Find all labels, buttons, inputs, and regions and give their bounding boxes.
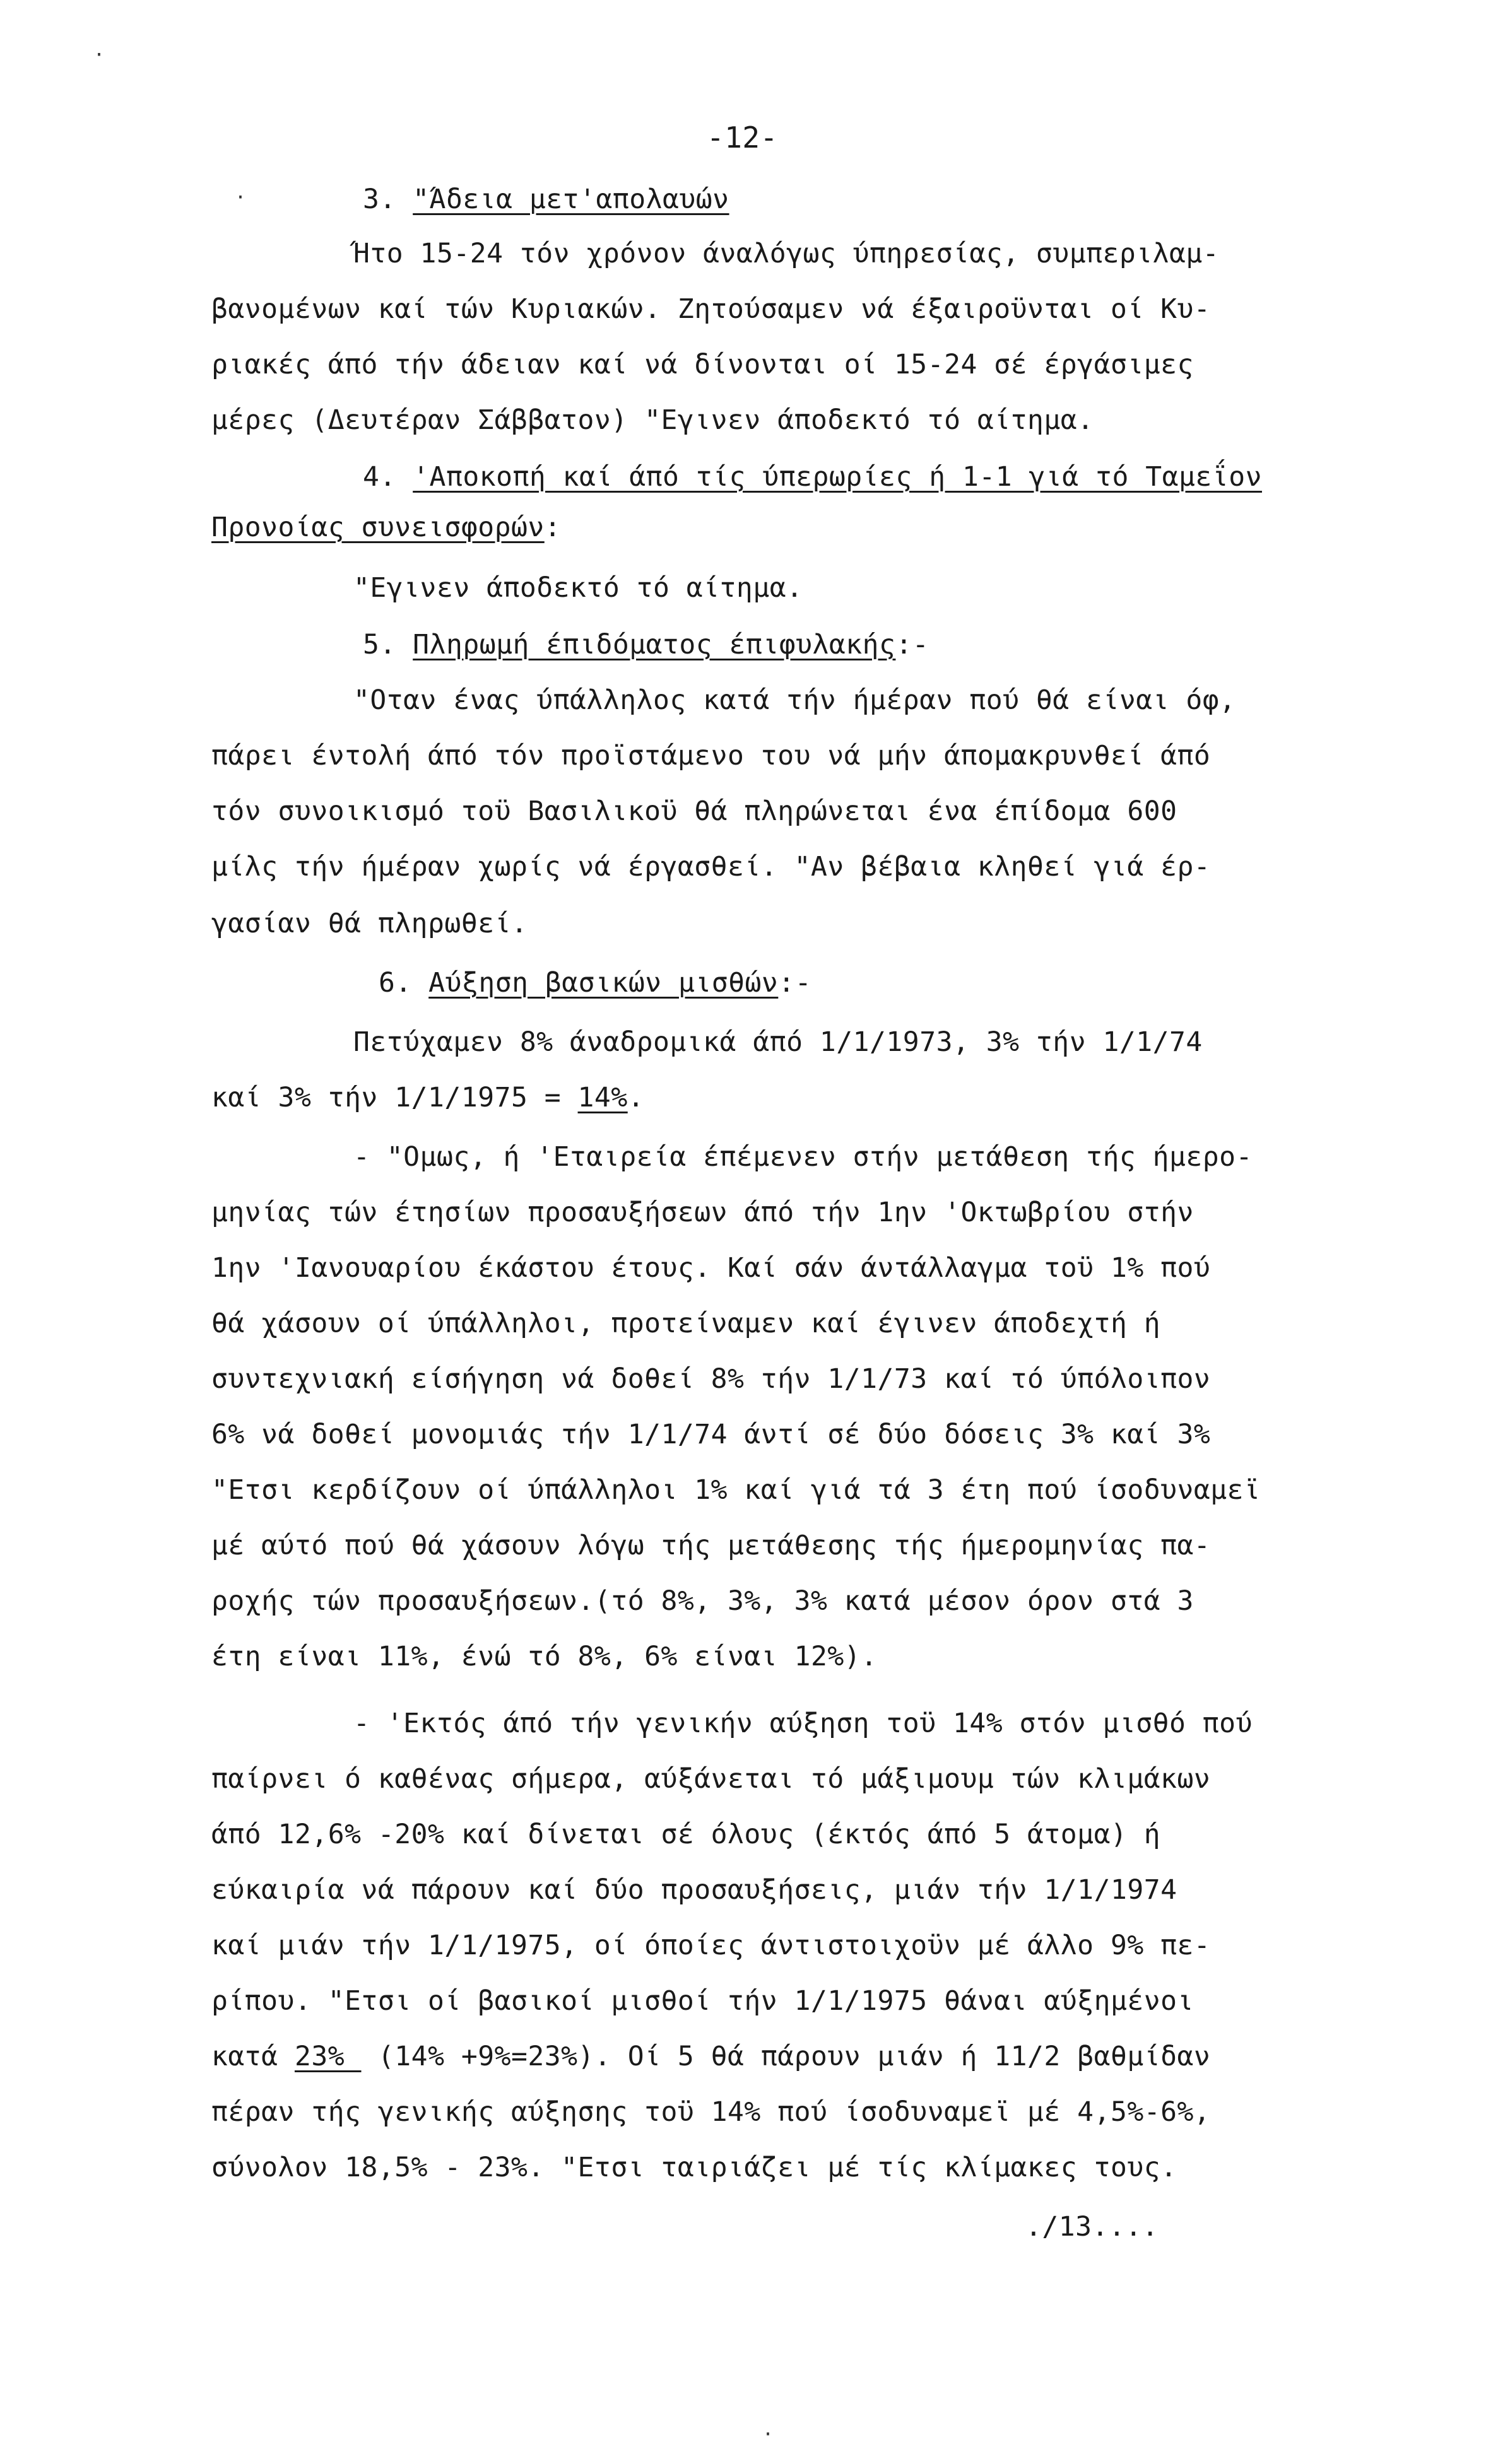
section-6-para2-line: παίρνει ό καθένας σήμερα, αύξάνεται τό μάξιμουμ τών κλιμάκων bbox=[211, 1763, 1211, 1795]
section-6-para1-line: 6% νά δοθεί μονομιάς τήν 1/1/74 άντί σέ δύο δόσεις 3% καί 3% bbox=[211, 1419, 1211, 1450]
section-3-line: Ήτο 15-24 τόν χρόνον άναλόγως ύπηρεσίας, συμπεριλαμ- bbox=[353, 238, 1220, 269]
section-6-para2-line: ρίπου. "Ετσι οί βασικοί μισθοί τήν 1/1/1975 θάναι αύξημένοι bbox=[211, 1985, 1194, 2017]
section-6-para1-line: - "Ομως, ή 'Εταιρεία έπέμενεν στήν μετάθεση τής ήμερο- bbox=[353, 1141, 1253, 1173]
section-6-para2-line: σύνολον 18,5% - 23%. "Ετσι ταιριάζει μέ τίς κλίμακες τους. bbox=[211, 2152, 1177, 2183]
section-6-para1-line: μηνίας τών έτησίων προσαυξήσεων άπό τήν 1ην 'Οκτωβρίου στήν bbox=[211, 1197, 1194, 1228]
section-6-para1-line: ροχής τών προσαυξήσεων.(τό 8%, 3%, 3% κατά μέσον όρον στά 3 bbox=[211, 1585, 1194, 1617]
section-5-title: Πληρωμή έπιδόματος έπιφυλακής bbox=[413, 629, 896, 660]
section-5-number: 5. bbox=[363, 629, 413, 660]
section-4-number: 4. bbox=[363, 461, 413, 493]
section-4-title: 'Αποκοπή καί άπό τίς ύπερωρίες ή 1-1 γιά τό Ταμεΐον bbox=[413, 461, 1262, 493]
section-4-title-colon: : bbox=[544, 512, 562, 543]
section-6-para1-line: θά χάσουν οί ύπάλληλοι, προτείναμεν καί έγινεν άποδεχτή ή bbox=[211, 1308, 1161, 1339]
section-3-line: μέρες (Δευτέραν Σάββατον) "Εγινεν άποδεκτό τό αίτημα. bbox=[211, 404, 1094, 436]
section-6-kata-percent: 23% bbox=[294, 2041, 362, 2072]
section-3-number: 3. bbox=[363, 184, 413, 215]
section-6-title: Αύξηση βασικών μισθών bbox=[428, 967, 779, 999]
section-3-line: βανομένων καί τών Κυριακών. Ζητούσαμεν νά έξαιροϋνται οί Κυ- bbox=[211, 293, 1211, 325]
section-6-total-line bbox=[211, 1080, 644, 1115]
section-4-title-cont: Προνοίας συνεισφορών bbox=[211, 512, 545, 543]
section-6-kata-line bbox=[211, 2039, 1210, 2074]
section-6-para2-line: άπό 12,6% -20% καί δίνεται σέ όλους (έκτός άπό 5 άτομα) ή bbox=[211, 1819, 1161, 1850]
section-6-para2-line: εύκαιρία νά πάρουν καί δύο προσαυξήσεις, μιάν τήν 1/1/1974 bbox=[211, 1874, 1177, 1906]
section-3-line: ριακές άπό τήν άδειαν καί νά δίνονται οί 15-24 σέ έργάσιμες bbox=[211, 349, 1194, 380]
section-5-line: "Οταν ένας ύπάλληλος κατά τήν ήμέραν πού θά είναι όφ, bbox=[353, 684, 1236, 716]
section-4-heading-cont bbox=[211, 510, 561, 545]
section-6-para1-line: έτη είναι 11%, ένώ τό 8%, 6% είναι 12%). bbox=[211, 1641, 878, 1672]
section-5-title-tail: :- bbox=[895, 629, 929, 660]
section-6-para1-line: μέ αύτό πού θά χάσουν λόγω τής μετάθεσης τής ήμερομηνίας πα- bbox=[211, 1530, 1211, 1561]
section-6-para1-line: συντεχνιακή είσήγηση νά δοθεί 8% τήν 1/1/73 καί τό ύπόλοιπον bbox=[211, 1363, 1211, 1395]
scan-speck: · bbox=[235, 187, 247, 209]
page-footer-continuation: ./13.... bbox=[1025, 2211, 1159, 2243]
section-6-kata-pre: κατά bbox=[211, 2041, 295, 2072]
section-6-para1-line: 1ην 'Ιανουαρίου έκάστου έτους. Καί σάν άντάλλαγμα τοϋ 1% πού bbox=[211, 1252, 1211, 1284]
section-6-total-value: 14% bbox=[577, 1082, 628, 1113]
section-6-para2-line: καί μιάν τήν 1/1/1975, οί όποίες άντιστοιχοϋν μέ άλλο 9% πε- bbox=[211, 1930, 1211, 1961]
section-5-line: μίλς τήν ήμέραν χωρίς νά έργασθεί. "Αν βέβαια κληθεί γιά έρ- bbox=[211, 851, 1211, 883]
section-6-total-pre: καί 3% τήν 1/1/1975 = bbox=[211, 1082, 578, 1113]
section-6-kata-post: (14% +9%=23%). Οί 5 θά πάρουν μιάν ή 11/2 βαθμίδαν bbox=[361, 2041, 1211, 2072]
section-5-heading bbox=[363, 627, 929, 662]
section-6-heading bbox=[379, 965, 811, 1000]
section-4-line: "Εγινεν άποδεκτό τό αίτημα. bbox=[353, 572, 803, 604]
section-3-heading bbox=[363, 182, 729, 217]
page-number: -12- bbox=[707, 120, 778, 155]
scan-speck: · bbox=[762, 2424, 774, 2446]
section-5-line: γασίαν θά πληρωθεί. bbox=[211, 908, 528, 939]
section-6-para2-line: πέραν τής γενικής αύξησης τοϋ 14% πού ίσοδυναμεϊ μέ 4,5%-6%, bbox=[211, 2096, 1211, 2128]
section-5-line: πάρει έντολή άπό τόν προϊστάμενο του νά μήν άπομακρυνθεί άπό bbox=[211, 740, 1211, 771]
section-6-title-tail: :- bbox=[778, 967, 812, 999]
section-6-number: 6. bbox=[379, 967, 429, 999]
section-6-para2-line: - 'Εκτός άπό τήν γενικήν αύξηση τοϋ 14% στόν μισθό πού bbox=[353, 1708, 1253, 1739]
section-6-total-post: . bbox=[627, 1082, 645, 1113]
section-6-para1-line: "Ετσι κερδίζουν οί ύπάλληλοι 1% καί γιά τά 3 έτη πού ίσοδυναμεϊ bbox=[211, 1474, 1261, 1506]
section-5-line: τόν συνοικισμό τοϋ Βασιλικοϋ θά πληρώνεται ένα έπίδομα 600 bbox=[211, 795, 1177, 827]
section-4-heading bbox=[363, 459, 1262, 495]
section-3-title: "Άδεια μετ'απολαυών bbox=[413, 184, 729, 215]
section-6-line: Πετύχαμεν 8% άναδρομικά άπό 1/1/1973, 3% τήν 1/1/74 bbox=[353, 1026, 1203, 1058]
scan-speck: · bbox=[93, 44, 105, 66]
